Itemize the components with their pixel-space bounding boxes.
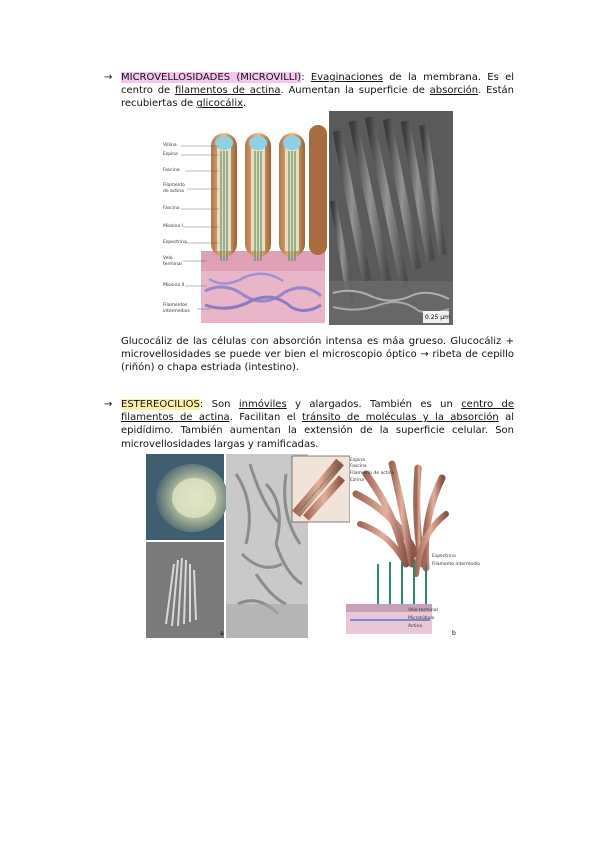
text: . Están recubiertas de bbox=[121, 85, 514, 110]
label-actina: Actina bbox=[408, 624, 423, 629]
label-fascina-2: Fascina bbox=[163, 206, 180, 211]
heading-microvellosidades: MICROVELLOSIDADES (MICROVILLI) bbox=[121, 72, 302, 83]
label-villina: Villina bbox=[163, 143, 177, 148]
label-microtubulo: Microtúbulo bbox=[408, 616, 435, 621]
label-filamento-actina: Filamento de actina bbox=[163, 183, 186, 194]
term-inmoviles: inmóviles bbox=[238, 399, 287, 410]
label-espina: Espina bbox=[163, 152, 178, 157]
panel-letter-b: b bbox=[452, 630, 456, 637]
label-filamentos-intermedios: Filamentos intermedios bbox=[163, 303, 190, 314]
panel-letter-a: a bbox=[220, 630, 224, 637]
text: : bbox=[301, 72, 311, 83]
label-espina-2: Espina bbox=[350, 458, 365, 463]
term-centro-filamentos: centro de filamentos de actina bbox=[121, 399, 514, 424]
label-velo-terminal-2: Velo terminal bbox=[408, 608, 438, 613]
figure-microvilli bbox=[161, 111, 453, 325]
text: . bbox=[243, 98, 247, 110]
text: : Son bbox=[199, 399, 239, 410]
label-filamento-intermedio: Filamento intermedio bbox=[432, 562, 480, 567]
term-transito-moleculas: tránsito de moléculas y la absorción bbox=[302, 412, 499, 424]
label-espectrina-2: Espectrina bbox=[432, 554, 456, 559]
text: y alargados. También es un bbox=[286, 399, 462, 410]
label-miosina-1: Miosina I bbox=[163, 224, 183, 229]
microvilli-diagram bbox=[161, 111, 453, 325]
label-fascina-3: Fascina bbox=[350, 464, 367, 469]
text: . Facilitan el bbox=[229, 412, 302, 424]
caption-glucocaliz: Glucocáliz de las células con absorción intensa es máa grueso. Glucocáliz + microvellosidades se puede ver bien el microscopio óptico → ribeta de cepillo (riñón) o chapa estriada (intestino). bbox=[121, 336, 514, 374]
bullet-arrow-2: → bbox=[104, 399, 113, 410]
label-miosina-2: Miosina II bbox=[163, 283, 185, 288]
label-espectrina: Espectrina bbox=[163, 240, 187, 245]
label-fascina-1: Fascina bbox=[163, 168, 180, 173]
term-glicocalix: glicocálix bbox=[196, 98, 244, 110]
paragraph-estereocilios bbox=[121, 398, 514, 451]
bullet-arrow-1: → bbox=[104, 72, 113, 83]
figure-estereocilios bbox=[146, 454, 480, 638]
label-filamento-actina-2: Filamento de actina bbox=[350, 471, 395, 476]
text: de la membrana. Es el centro de bbox=[121, 72, 514, 97]
heading-estereocilios: ESTEREOCILIOS bbox=[121, 399, 200, 410]
text: . Aumentan la superficie de bbox=[280, 85, 430, 97]
paragraph-microvellosidades bbox=[121, 71, 514, 111]
label-ezrina: Ezrina bbox=[350, 478, 364, 483]
term-absorcion: absorción bbox=[429, 85, 479, 97]
label-velo-terminal: Velo terminal bbox=[163, 256, 182, 267]
term-filamentos-actina: filamentos de actina bbox=[174, 85, 281, 97]
term-evaginaciones: Evaginaciones bbox=[310, 72, 383, 83]
scale-bar-label: 0.25 µm bbox=[425, 314, 450, 321]
text: al epidídimo. También aumentan la extensión de la superficie celular. Son microvellosidades largas y ramificadas. bbox=[121, 412, 514, 450]
